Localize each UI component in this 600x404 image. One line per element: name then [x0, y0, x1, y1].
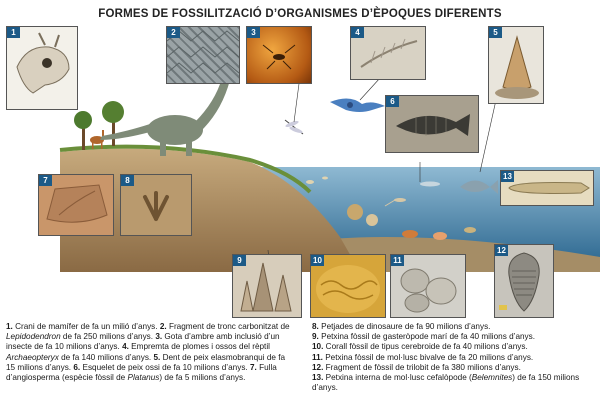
photo-number: 8 [121, 175, 134, 186]
photo-number: 13 [501, 171, 514, 182]
caption-text: Crani de mamífer de fa un milió d’anys. [12, 322, 160, 331]
photo-lepidodendron-bark [166, 26, 240, 84]
caption-num: 8. [312, 322, 319, 331]
belemnite-icon [501, 171, 593, 205]
caption-left [6, 322, 296, 383]
caption-text: Fragment de tronc carbonitzat de [166, 322, 290, 331]
photo-trilobite [494, 244, 554, 318]
caption-text: Petjades de dinosaure de fa 90 milions d’anys. [318, 322, 491, 331]
caption-text: Fulla d’angiosperma (espècie fòssil de [6, 362, 277, 383]
caption-line [312, 353, 596, 363]
photo-bivalve-shells [390, 254, 466, 318]
photo-fossil-fish [385, 95, 479, 153]
caption-text: Gota d’ambre amb inclusió d’un insecte de fa 10 milions d’anys. [6, 332, 280, 352]
caption-text: Dent de peix elasmobranqui de fa 15 milions d’anys. [6, 352, 286, 372]
photo-number: 2 [167, 27, 180, 38]
figure-title: FORMES DE FOSSILITZACIÓ D’ORGANISMES D’ÈPOQUES DIFERENTS [98, 8, 502, 20]
photo-belemnite [500, 170, 594, 206]
caption-right [312, 322, 596, 393]
caption-species: Lepidodendron [6, 332, 61, 342]
caption-line [312, 342, 596, 352]
photo-number: 3 [247, 27, 260, 38]
caption-text: de fa 140 milions d’anys. [58, 352, 154, 362]
photo-leaf-fossil [38, 174, 114, 236]
caption-num: 12. [312, 362, 324, 372]
photo-number: 5 [489, 27, 502, 38]
caption-line [312, 373, 596, 393]
caption-text: Fragment de fòssil de trilobit de fa 380 milions d’anys. [323, 362, 521, 372]
caption-num: 5. [153, 352, 161, 362]
photo-number: 6 [386, 96, 399, 107]
caption-num: 13. [312, 373, 324, 383]
photo-number: 4 [351, 27, 364, 38]
caption-line [312, 332, 596, 342]
caption-line [312, 322, 596, 332]
caption-num: 2. [159, 322, 167, 331]
photo-mammal-skull [6, 26, 78, 110]
photo-feather-imprint [350, 26, 426, 80]
mammal-skull-icon [7, 27, 77, 109]
caption-num: 7. [249, 362, 257, 372]
caption-text: Empremta de plomes i ossos del rèptil [128, 342, 270, 352]
caption-species: Belemnites [471, 373, 513, 383]
photo-number: 11 [391, 255, 404, 266]
photo-gastropod-shells [232, 254, 302, 318]
caption-num: 3. [155, 332, 163, 342]
caption-text: Esquelet de peix ossi de fa 10 milions d’anys. [80, 362, 250, 372]
fossil-fish-icon [386, 96, 478, 152]
caption-species: Archaeopteryx [6, 352, 59, 362]
photo-shark-tooth [488, 26, 544, 104]
shark-tooth-icon [489, 27, 543, 103]
caption-text: Petxina fòssil de mol·lusc bivalve de fa 20 milions d’anys. [322, 352, 534, 362]
caption-num: 11. [312, 352, 323, 362]
caption-num: 4. [122, 342, 129, 352]
photo-dinosaur-footprint [120, 174, 192, 236]
photo-number: 12 [495, 245, 508, 256]
photo-number: 9 [233, 255, 246, 266]
caption-num: 10. [312, 342, 324, 352]
caption-text: ) de fa 150 milions d’anys. [312, 373, 580, 393]
caption-text: de fa 250 milions d’anys. [60, 332, 156, 342]
photo-brain-coral [310, 254, 386, 318]
caption-species: Platanus [127, 373, 160, 383]
caption-num: 9. [312, 332, 319, 342]
caption-num: 6. [73, 362, 81, 372]
caption-text: Petxina fòssil de gasteròpode marí de fa 40 milions d’anys. [318, 332, 536, 342]
caption-text: Petxina interna de mol·lusc cefalòpode ( [323, 373, 472, 383]
fossil-illustration [0, 22, 600, 318]
caption-text: Corall fòssil de tipus cerebroide de fa 40 milions d’anys. [323, 342, 528, 352]
photo-number: 10 [311, 255, 324, 266]
photo-amber-insect [246, 26, 312, 84]
photo-number: 1 [7, 27, 20, 38]
caption-text: ) de fa 5 milions d’anys. [159, 373, 246, 383]
caption-num: 1. [6, 322, 13, 331]
caption-line [312, 363, 596, 373]
photo-number: 7 [39, 175, 52, 186]
